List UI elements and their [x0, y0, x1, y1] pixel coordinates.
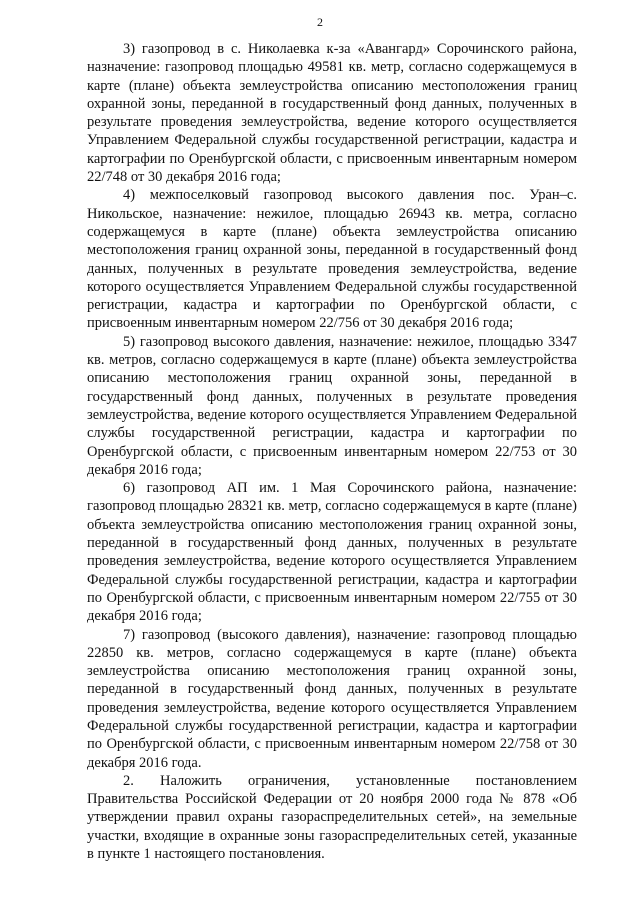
document-body: [87, 40, 577, 863]
paragraph-item-3: 3) газопровод в с. Николаевка к-за «Авангард» Сорочинского района, назначение: газопровод площадью 49581 кв. метр, согласно содержащемуся в карте (плане) объекта землеустройства описанию местоположения границ охранной зоны, переданной в государственный фонд данных, полученных в результате проведения землеустройства, ведение которого осуществляется Управлением Федеральной службы государственной регистрации, кадастра и картографии по Оренбургской области, с присвоенным инвентарным номером 22/748 от 30 декабря 2016 года;: [87, 41, 577, 186]
paragraph-item-5: 5) газопровод высокого давления, назначение: нежилое, площадью 3347 кв. метров, согласно содержащемуся в карте (плане) объекта землеустройства описанию местоположения границ охранной зоны, переданной в государственный фонд данных, полученных в результате проведения землеустройства, ведение которого осуществляется Управлением Федеральной службы государственной регистрации, кадастра и картографии по Оренбургской области, с присвоенным инвентарным номером 22/753 от 30 декабря 2016 года;: [87, 333, 577, 478]
paragraph-item-7: 7) газопровод (высокого давления), назначение: газопровод площадью 22850 кв. метров, согласно содержащемуся в карте (плане) объекта землеустройства описанию местоположения границ охранной зоны, переданной в государственный фонд данных, полученных в результате проведения землеустройства, ведение которого осуществляется Управлением Федеральной службы государственной регистрации, кадастра и картографии по Оренбургской области, с присвоенным инвентарным номером 22/758 от 30 декабря 2016 года.: [87, 626, 577, 771]
paragraph-section-2: 2. Наложить ограничения, установленные постановлением Правительства Российской Федерации от 20 ноября 2000 года № 878 «Об утверждении правил охраны газораспределительных сетей», на земельные участки, входящие в охранные зоны газораспределительных сетей, указанные в пункте 1 настоящего постановления.: [87, 772, 577, 863]
paragraph-item-6: 6) газопровод АП им. 1 Мая Сорочинского района, назначение: газопровод площадью 28321 кв. метр, согласно содержащемуся в карте (плане) объекта землеустройства описанию местоположения границ охранной зоны, переданной в государственный фонд данных, полученных в результате проведения землеустройства, ведение которого осуществляется Управлением Федеральной службы государственной регистрации, кадастра и картографии по Оренбургской области, с присвоенным инвентарным номером 22/755 от 30 декабря 2016 года;: [87, 480, 577, 625]
paragraph-item-4: 4) межпоселковый газопровод высокого давления пос. Уран–с. Никольское, назначение: нежилое, площадью 26943 кв. метра, согласно содержащемуся в карте (плане) объекта землеустройства описанию местоположения границ охранной зоны, переданной в государственный фонд данных, полученных в результате проведения землеустройства, ведение которого осуществляется Управлением Федеральной службы государственной регистрации, кадастра и картографии по Оренбургской области, с присвоенным инвентарным номером 22/756 от 30 декабря 2016 года;: [87, 187, 577, 332]
page-number: 2: [317, 15, 323, 29]
